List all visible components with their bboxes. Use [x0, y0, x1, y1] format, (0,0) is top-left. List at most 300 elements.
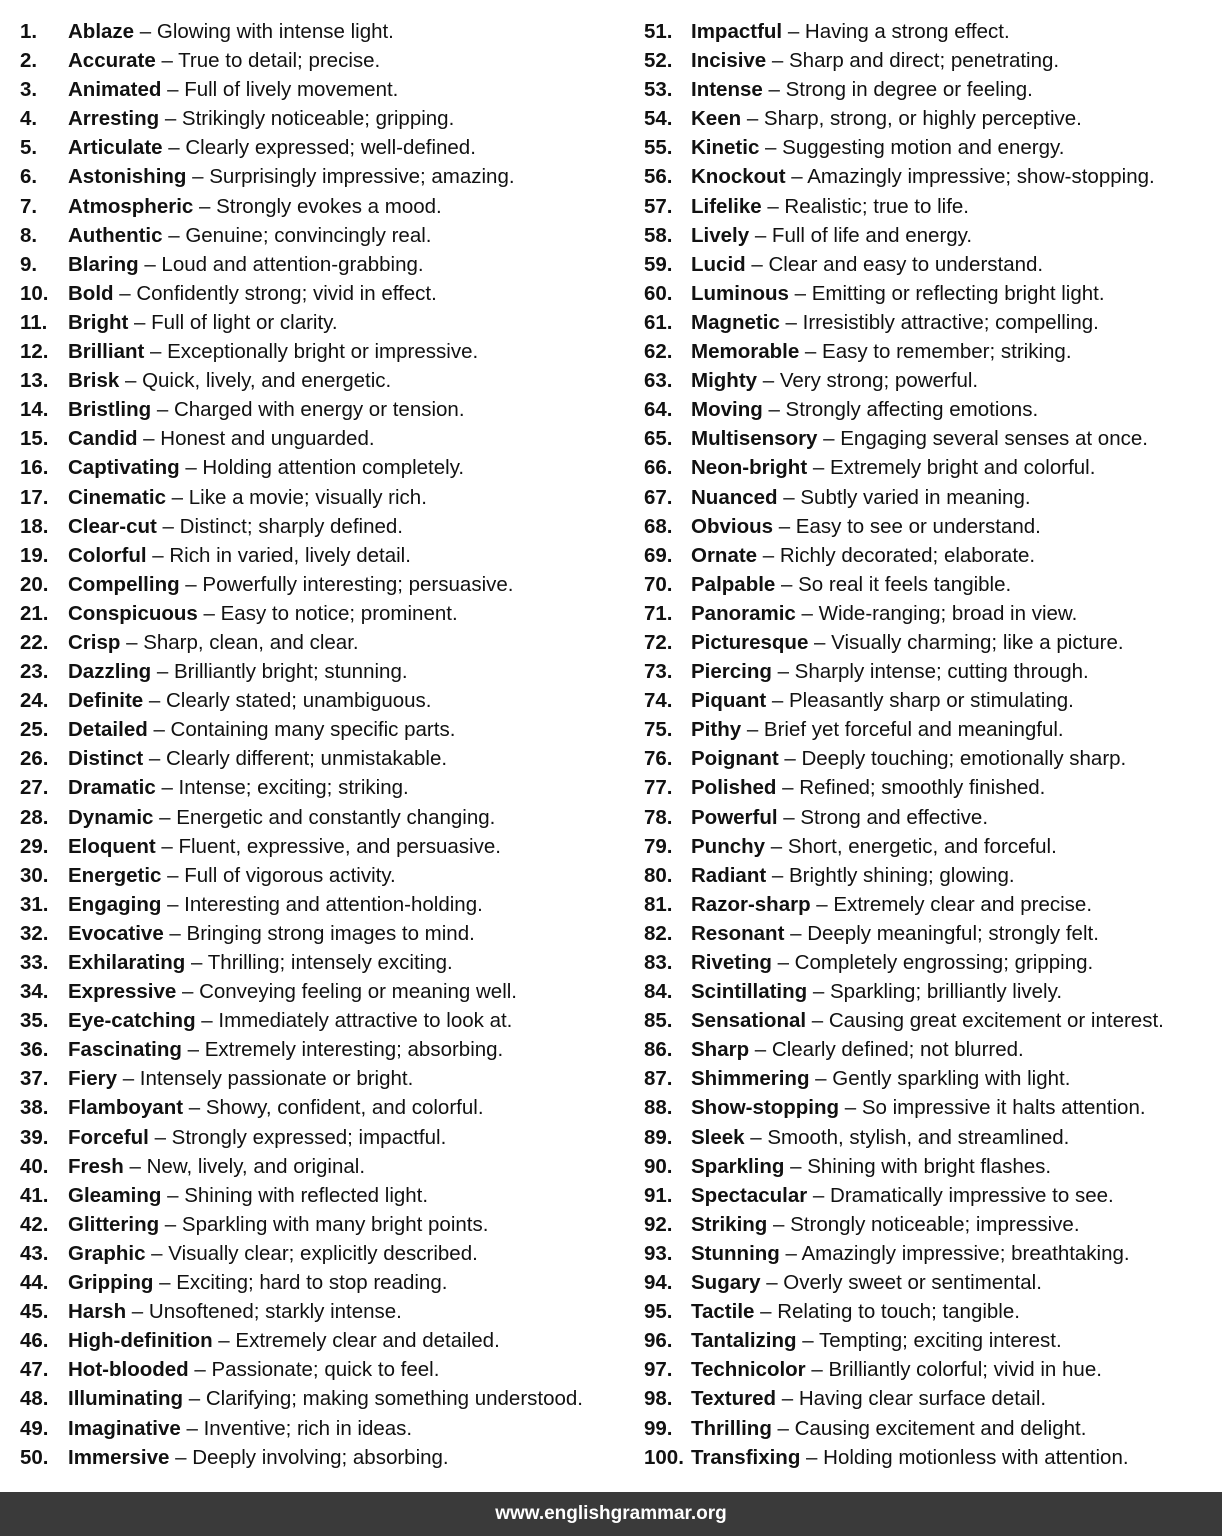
item-number: 99. — [644, 1416, 673, 1440]
item-number: 95. — [644, 1300, 673, 1324]
item-definition: – Strongly affecting emotions. — [762, 398, 1039, 422]
item-word: Crisp — [68, 630, 121, 654]
item-number: 93. — [644, 1241, 673, 1265]
item-definition: – Brilliantly colorful; vivid in hue. — [805, 1358, 1102, 1382]
item-word: Harsh — [68, 1300, 127, 1324]
item-definition: – Tempting; exciting interest. — [796, 1329, 1062, 1353]
list-item — [20, 250, 630, 279]
item-word: Sparkling — [691, 1154, 785, 1178]
list-item — [20, 424, 630, 453]
item-word: High-definition — [68, 1329, 213, 1353]
item-definition: – Inventive; rich in ideas. — [180, 1416, 413, 1440]
item-word: Radiant — [691, 863, 767, 887]
item-number: 5. — [20, 136, 38, 160]
item-number: 17. — [20, 485, 49, 509]
footer-bar — [0, 1492, 1222, 1536]
item-word: Stunning — [691, 1241, 780, 1265]
list-item — [20, 977, 630, 1006]
item-word: Kinetic — [691, 136, 760, 160]
item-word: Technicolor — [691, 1358, 806, 1382]
list-item — [20, 1414, 630, 1443]
item-definition: – Irresistibly attractive; compelling. — [779, 310, 1099, 334]
item-definition: – Engaging several senses at once. — [817, 427, 1148, 451]
item-definition: – Powerfully interesting; persuasive. — [179, 572, 514, 596]
item-number: 27. — [20, 776, 49, 800]
item-definition: – Very strong; powerful. — [757, 369, 979, 393]
item-number: 2. — [20, 49, 38, 73]
item-definition: – Full of light or clarity. — [128, 310, 338, 334]
item-word: Fascinating — [68, 1038, 182, 1062]
list-item — [20, 1210, 630, 1239]
item-definition: – Having a strong effect. — [782, 20, 1010, 43]
item-number: 4. — [20, 107, 38, 131]
item-number: 8. — [20, 223, 38, 247]
list-item — [20, 948, 630, 977]
item-number: 30. — [20, 863, 49, 887]
item-definition: – Pleasantly sharp or stimulating. — [766, 689, 1074, 713]
item-definition: – Dramatically impressive to see. — [807, 1183, 1114, 1207]
item-word: Expressive — [68, 980, 177, 1004]
item-definition: – Realistic; true to life. — [761, 194, 970, 218]
item-word: Bright — [68, 310, 129, 334]
item-definition: – Exciting; hard to stop reading. — [153, 1271, 448, 1295]
item-word: Transfixing — [691, 1445, 801, 1469]
item-number: 20. — [20, 572, 49, 596]
list-item — [644, 657, 1214, 686]
item-definition: – Brightly shining; glowing. — [766, 863, 1015, 887]
item-definition: – Clearly different; unmistakable. — [143, 747, 448, 771]
item-definition: – Deeply meaningful; strongly felt. — [784, 921, 1099, 945]
item-number: 58. — [644, 223, 673, 247]
item-definition: – Causing great excitement or interest. — [806, 1009, 1164, 1033]
item-definition: – Deeply touching; emotionally sharp. — [778, 747, 1127, 771]
list-item — [20, 104, 630, 133]
item-number: 78. — [644, 805, 673, 829]
list-item — [20, 1035, 630, 1064]
item-word: Sharp — [691, 1038, 750, 1062]
list-item — [20, 1297, 630, 1326]
item-word: Sleek — [691, 1125, 745, 1149]
item-word: Shimmering — [691, 1067, 810, 1091]
list-item — [644, 570, 1214, 599]
list-item — [644, 162, 1214, 191]
list-item — [20, 162, 630, 191]
list-item — [20, 133, 630, 162]
list-item — [20, 1064, 630, 1093]
item-number: 7. — [20, 194, 38, 218]
item-definition: – Strikingly noticeable; gripping. — [159, 107, 455, 131]
item-word: Keen — [691, 107, 742, 131]
item-word: Spectacular — [691, 1183, 808, 1207]
item-word: Articulate — [68, 136, 163, 160]
item-number: 39. — [20, 1125, 49, 1149]
item-definition: – Clear and easy to understand. — [745, 252, 1044, 276]
item-definition: – Confidently strong; vivid in effect. — [113, 281, 437, 305]
list-item — [20, 570, 630, 599]
list-item — [644, 221, 1214, 250]
item-word: Definite — [68, 689, 144, 713]
list-item — [644, 337, 1214, 366]
item-number: 90. — [644, 1154, 673, 1178]
item-word: Tactile — [691, 1300, 755, 1324]
item-definition: – Sharp, clean, and clear. — [120, 630, 359, 654]
item-definition: – Surprisingly impressive; amazing. — [186, 165, 515, 189]
item-word: Graphic — [68, 1241, 146, 1265]
item-number: 77. — [644, 776, 673, 800]
item-definition: – Emitting or reflecting bright light. — [788, 281, 1105, 305]
list-item — [644, 1035, 1214, 1064]
item-number: 32. — [20, 921, 49, 945]
item-word: Bold — [68, 281, 114, 305]
item-number: 15. — [20, 427, 49, 451]
item-number: 22. — [20, 630, 49, 654]
item-word: Exhilarating — [68, 951, 186, 974]
item-definition: – Amazingly impressive; show-stopping. — [785, 165, 1155, 189]
list-item — [20, 599, 630, 628]
list-item — [644, 308, 1214, 337]
item-number: 34. — [20, 980, 49, 1004]
item-definition: – Holding attention completely. — [179, 456, 465, 480]
item-number: 82. — [644, 921, 673, 945]
list-item — [644, 890, 1214, 919]
item-definition: – Full of life and energy. — [749, 223, 973, 247]
item-definition: – Clearly expressed; well-defined. — [162, 136, 476, 160]
list-item — [20, 744, 630, 773]
item-word: Fresh — [68, 1154, 124, 1178]
item-word: Piquant — [691, 689, 767, 713]
item-definition: – Holding motionless with attention. — [800, 1445, 1129, 1469]
item-number: 63. — [644, 369, 673, 393]
list-item — [644, 686, 1214, 715]
item-word: Arresting — [68, 107, 160, 131]
item-word: Scintillating — [691, 980, 808, 1004]
item-number: 69. — [644, 543, 673, 567]
list-item — [644, 1152, 1214, 1181]
item-number: 36. — [20, 1038, 49, 1062]
item-number: 16. — [20, 456, 49, 480]
item-definition: – Relating to touch; tangible. — [754, 1300, 1020, 1324]
list-item — [644, 541, 1214, 570]
list-item — [20, 192, 630, 221]
item-word: Striking — [691, 1212, 768, 1236]
item-definition: – Extremely clear and detailed. — [212, 1329, 500, 1353]
list-item — [20, 1326, 630, 1355]
item-definition: – Quick, lively, and energetic. — [119, 369, 392, 393]
item-word: Piercing — [691, 660, 772, 684]
footer-url[interactable]: www.englishgrammar.org — [495, 1503, 727, 1524]
item-number: 48. — [20, 1387, 49, 1411]
item-number: 97. — [644, 1358, 673, 1382]
item-definition: – Intensely passionate or bright. — [117, 1067, 414, 1091]
item-definition: – Brilliantly bright; stunning. — [151, 660, 408, 684]
item-definition: – Having clear surface detail. — [776, 1387, 1047, 1411]
item-word: Compelling — [68, 572, 180, 596]
item-definition: – New, lively, and original. — [123, 1154, 366, 1178]
item-definition: – Strong and effective. — [777, 805, 989, 829]
list-item — [644, 250, 1214, 279]
item-word: Polished — [691, 776, 777, 800]
item-definition: – Completely engrossing; gripping. — [771, 951, 1094, 974]
item-definition: – Refined; smoothly finished. — [776, 776, 1046, 800]
item-word: Multisensory — [691, 427, 818, 451]
item-word: Candid — [68, 427, 138, 451]
item-definition: – Conveying feeling or meaning well. — [176, 980, 518, 1004]
item-number: 45. — [20, 1300, 49, 1324]
list-item — [644, 1064, 1214, 1093]
list-item — [644, 1006, 1214, 1035]
item-definition: – Visually charming; like a picture. — [808, 630, 1124, 654]
item-definition: – Overly sweet or sentimental. — [760, 1271, 1042, 1295]
item-word: Lifelike — [691, 194, 762, 218]
item-definition: – Showy, confident, and colorful. — [183, 1096, 484, 1120]
item-definition: – Suggesting motion and energy. — [759, 136, 1065, 160]
item-definition: – Honest and unguarded. — [137, 427, 375, 451]
item-definition: – Richly decorated; elaborate. — [757, 543, 1036, 567]
item-number: 60. — [644, 281, 673, 305]
item-definition: – Unsoftened; starkly intense. — [126, 1300, 402, 1324]
list-item — [20, 221, 630, 250]
item-definition: – True to detail; precise. — [155, 49, 381, 73]
list-item — [644, 803, 1214, 832]
item-definition: – Short, energetic, and forceful. — [765, 834, 1057, 858]
item-number: 64. — [644, 398, 673, 422]
list-item — [644, 104, 1214, 133]
item-word: Dynamic — [68, 805, 154, 829]
item-definition: – Bringing strong images to mind. — [163, 921, 475, 945]
item-word: Fiery — [68, 1067, 117, 1091]
item-number: 87. — [644, 1067, 673, 1091]
item-word: Animated — [68, 78, 162, 102]
item-word: Glittering — [68, 1212, 160, 1236]
item-number: 74. — [644, 689, 673, 713]
item-definition: – Sharp and direct; penetrating. — [766, 49, 1060, 73]
list-item — [20, 773, 630, 802]
item-word: Thrilling — [691, 1416, 772, 1440]
item-definition: – Exceptionally bright or impressive. — [144, 340, 479, 364]
item-word: Brisk — [68, 369, 120, 393]
list-item — [644, 1181, 1214, 1210]
item-number: 42. — [20, 1212, 49, 1236]
item-definition: – Passionate; quick to feel. — [188, 1358, 440, 1382]
item-word: Brilliant — [68, 340, 145, 364]
item-definition: – So real it feels tangible. — [775, 572, 1012, 596]
item-definition: – Loud and attention-grabbing. — [138, 252, 424, 276]
list-item — [644, 861, 1214, 890]
list-item — [20, 483, 630, 512]
item-word: Distinct — [68, 747, 144, 771]
item-word: Luminous — [691, 281, 789, 305]
item-definition: – Clarifying; making something understood. — [183, 1387, 583, 1411]
item-word: Eloquent — [68, 834, 156, 858]
list-item — [20, 715, 630, 744]
item-word: Sensational — [691, 1009, 807, 1033]
item-number: 29. — [20, 834, 49, 858]
item-word: Resonant — [691, 921, 785, 945]
list-item — [20, 686, 630, 715]
item-number: 57. — [644, 194, 673, 218]
list-item — [644, 1443, 1214, 1472]
list-item — [644, 1414, 1214, 1443]
list-item — [644, 1297, 1214, 1326]
right-column — [644, 17, 1214, 1472]
item-definition: – Deeply involving; absorbing. — [169, 1445, 449, 1469]
item-definition: – Strongly expressed; impactful. — [148, 1125, 447, 1149]
list-item — [20, 17, 630, 46]
item-number: 59. — [644, 252, 673, 276]
item-word: Impactful — [691, 20, 783, 43]
item-definition: – Clearly stated; unambiguous. — [143, 689, 432, 713]
item-number: 26. — [20, 747, 49, 771]
item-number: 61. — [644, 310, 673, 334]
list-item — [644, 919, 1214, 948]
item-number: 49. — [20, 1416, 49, 1440]
list-item — [20, 803, 630, 832]
item-number: 44. — [20, 1271, 49, 1295]
item-word: Atmospheric — [68, 194, 194, 218]
item-word: Lively — [691, 223, 750, 247]
item-number: 51. — [644, 20, 673, 43]
item-number: 46. — [20, 1329, 49, 1353]
list-item — [20, 1093, 630, 1122]
item-definition: – Visually clear; explicitly described. — [145, 1241, 478, 1265]
item-number: 88. — [644, 1096, 673, 1120]
list-item — [20, 1239, 630, 1268]
item-word: Memorable — [691, 340, 800, 364]
item-definition: – Fluent, expressive, and persuasive. — [155, 834, 501, 858]
list-item — [644, 512, 1214, 541]
item-word: Pithy — [691, 718, 742, 742]
item-word: Colorful — [68, 543, 147, 567]
item-definition: – Brief yet forceful and meaningful. — [741, 718, 1064, 742]
list-item — [644, 192, 1214, 221]
item-number: 91. — [644, 1183, 673, 1207]
left-column — [20, 17, 630, 1472]
item-word: Nuanced — [691, 485, 778, 509]
list-item — [644, 715, 1214, 744]
list-item — [644, 453, 1214, 482]
item-word: Palpable — [691, 572, 776, 596]
list-item — [644, 1268, 1214, 1297]
item-number: 14. — [20, 398, 49, 422]
item-word: Intense — [691, 78, 763, 102]
item-number: 38. — [20, 1096, 49, 1120]
item-definition: – Shining with bright flashes. — [784, 1154, 1052, 1178]
item-word: Illuminating — [68, 1387, 184, 1411]
item-number: 12. — [20, 340, 49, 364]
item-definition: – Strongly noticeable; impressive. — [767, 1212, 1080, 1236]
item-number: 40. — [20, 1154, 49, 1178]
list-item — [20, 1181, 630, 1210]
list-item — [644, 279, 1214, 308]
item-word: Hot-blooded — [68, 1358, 189, 1382]
item-definition: – Immediately attractive to look at. — [195, 1009, 513, 1033]
item-number: 31. — [20, 892, 49, 916]
list-item — [20, 337, 630, 366]
item-definition: – Like a movie; visually rich. — [165, 485, 427, 509]
item-word: Immersive — [68, 1445, 170, 1469]
item-word: Accurate — [68, 49, 156, 73]
item-word: Textured — [691, 1387, 777, 1411]
list-item — [20, 1006, 630, 1035]
list-item — [644, 977, 1214, 1006]
item-number: 56. — [644, 165, 673, 189]
list-item — [644, 395, 1214, 424]
item-word: Flamboyant — [68, 1096, 184, 1120]
list-item — [20, 890, 630, 919]
list-item — [20, 628, 630, 657]
list-item — [20, 279, 630, 308]
list-item — [20, 453, 630, 482]
item-definition: – Smooth, stylish, and streamlined. — [744, 1125, 1070, 1149]
list-item — [20, 46, 630, 75]
item-definition: – Sharply intense; cutting through. — [771, 660, 1089, 684]
item-number: 83. — [644, 951, 673, 974]
item-definition: – Subtly varied in meaning. — [777, 485, 1031, 509]
item-word: Blaring — [68, 252, 139, 276]
item-definition: – Gently sparkling with light. — [809, 1067, 1071, 1091]
item-number: 72. — [644, 630, 673, 654]
item-word: Astonishing — [68, 165, 187, 189]
list-item — [644, 1239, 1214, 1268]
item-definition: – Interesting and attention-holding. — [161, 892, 483, 916]
item-definition: – Thrilling; intensely exciting. — [185, 951, 453, 974]
list-item — [644, 1210, 1214, 1239]
item-number: 55. — [644, 136, 673, 160]
item-definition: – Full of vigorous activity. — [161, 863, 396, 887]
item-word: Dazzling — [68, 660, 152, 684]
item-number: 68. — [644, 514, 673, 538]
item-word: Mighty — [691, 369, 758, 393]
item-number: 96. — [644, 1329, 673, 1353]
list-item — [20, 1123, 630, 1152]
list-item — [20, 1355, 630, 1384]
item-number: 24. — [20, 689, 49, 713]
item-number: 76. — [644, 747, 673, 771]
item-word: Eye-catching — [68, 1009, 196, 1033]
item-word: Magnetic — [691, 310, 780, 334]
item-definition: – Amazingly impressive; breathtaking. — [779, 1241, 1130, 1265]
item-definition: – Intense; exciting; striking. — [155, 776, 409, 800]
item-definition: – Extremely clear and precise. — [810, 892, 1093, 916]
item-number: 52. — [644, 49, 673, 73]
item-definition: – Wide-ranging; broad in view. — [795, 601, 1078, 625]
list-item — [644, 1093, 1214, 1122]
item-definition: – Shining with reflected light. — [161, 1183, 429, 1207]
list-item — [20, 861, 630, 890]
item-definition: – Charged with energy or tension. — [151, 398, 465, 422]
item-word: Gripping — [68, 1271, 154, 1295]
item-word: Dramatic — [68, 776, 156, 800]
list-item — [644, 832, 1214, 861]
item-number: 18. — [20, 514, 49, 538]
item-word: Poignant — [691, 747, 779, 771]
item-definition: – So impressive it halts attention. — [839, 1096, 1146, 1120]
list-item — [644, 948, 1214, 977]
item-definition: – Strongly evokes a mood. — [193, 194, 442, 218]
item-word: Tantalizing — [691, 1329, 797, 1353]
item-definition: – Easy to remember; striking. — [799, 340, 1072, 364]
item-number: 79. — [644, 834, 673, 858]
item-number: 28. — [20, 805, 49, 829]
list-item — [20, 1152, 630, 1181]
item-number: 86. — [644, 1038, 673, 1062]
item-word: Detailed — [68, 718, 148, 742]
item-definition: – Sparkling with many bright points. — [159, 1212, 489, 1236]
item-number: 33. — [20, 951, 49, 974]
item-number: 54. — [644, 107, 673, 131]
item-definition: – Clearly defined; not blurred. — [749, 1038, 1024, 1062]
item-number: 71. — [644, 601, 673, 625]
